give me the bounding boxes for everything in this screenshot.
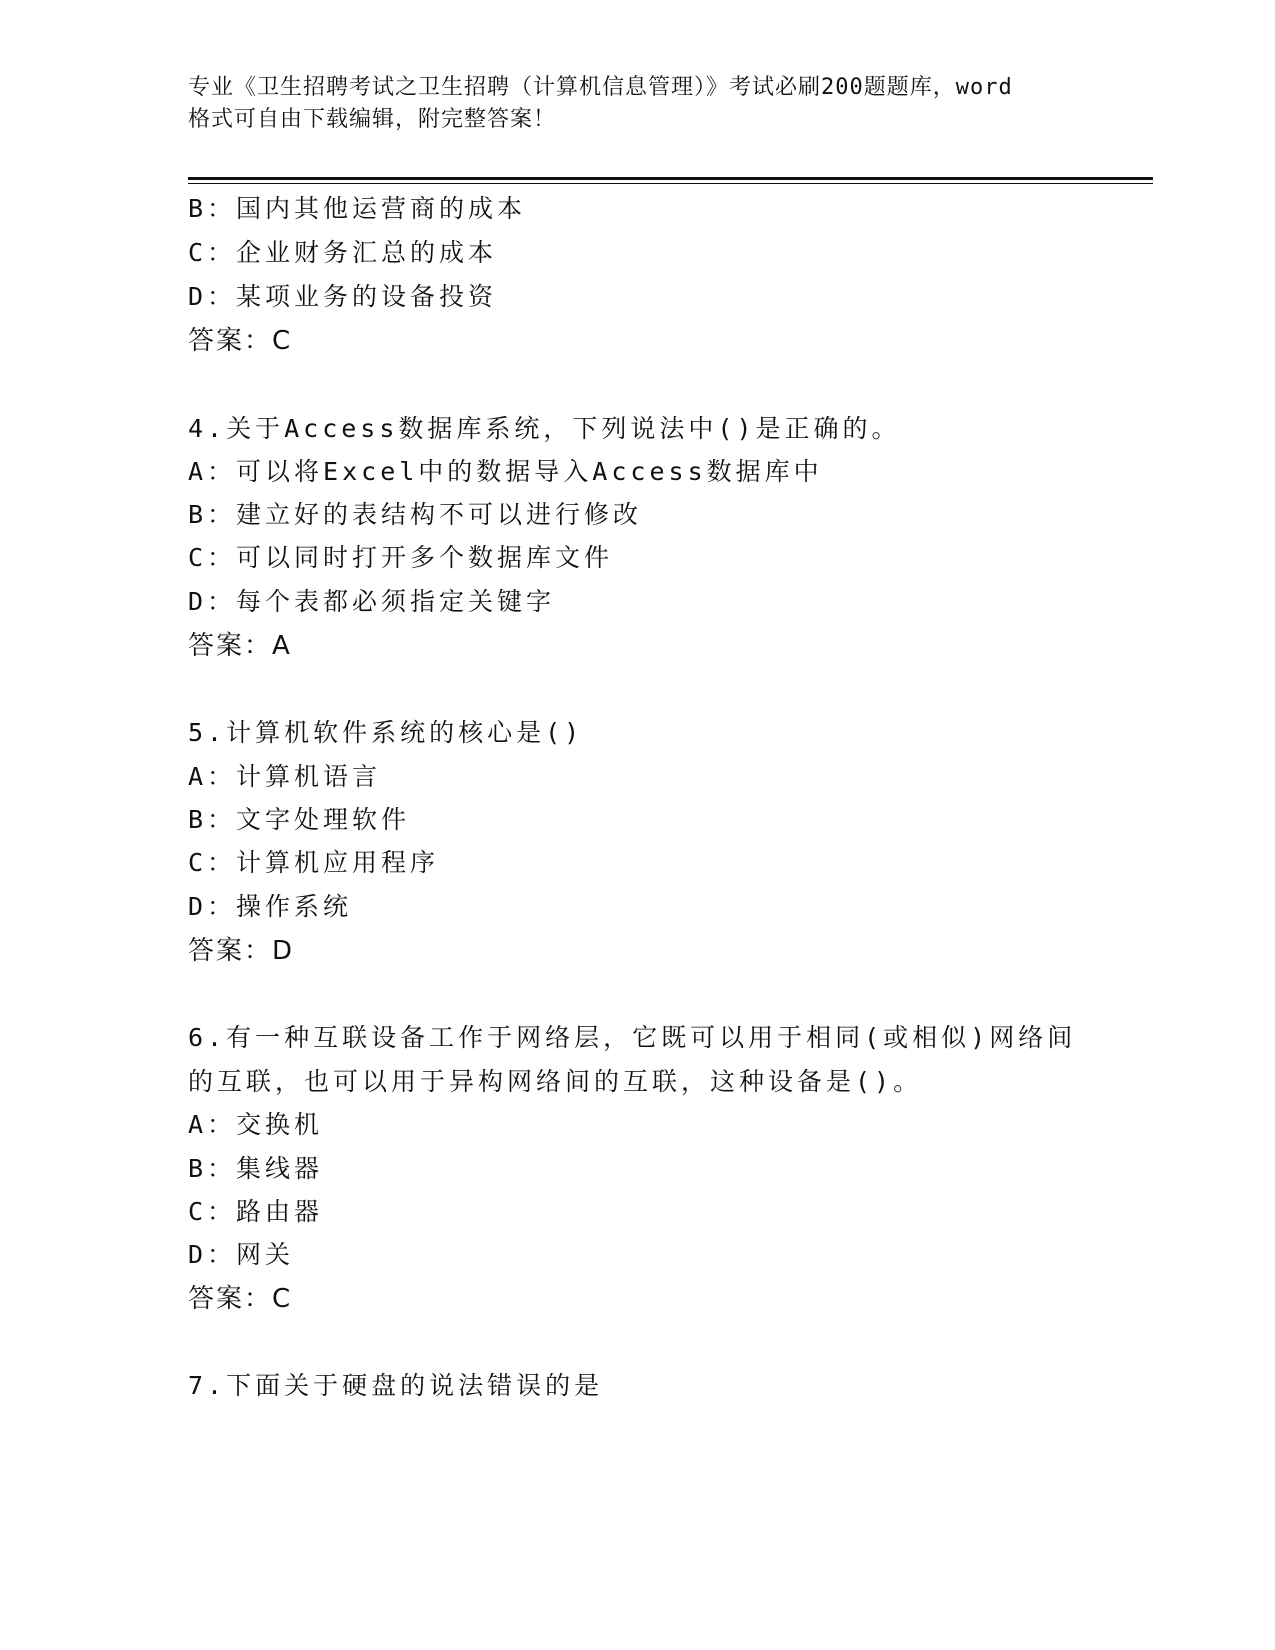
q5-option-a: A：计算机语言 xyxy=(188,762,382,791)
q6-question-line-2: 的互联，也可以用于异构网络间的互联，这种设备是()。 xyxy=(188,1067,923,1096)
q6-option-b: B：集线器 xyxy=(188,1154,324,1183)
q4-question: 4.关于Access数据库系统，下列说法中()是正确的。 xyxy=(188,414,901,443)
q6-option-c: C：路由器 xyxy=(188,1197,324,1226)
q6-answer: 答案：C xyxy=(188,1284,293,1314)
q3-answer: 答案：C xyxy=(188,326,293,356)
q6-question-line-1: 6.有一种互联设备工作于网络层，它既可以用于相同(或相似)网络间 xyxy=(188,1023,1077,1052)
q4-option-c: C：可以同时打开多个数据库文件 xyxy=(188,543,614,572)
q4-option-b: B：建立好的表结构不可以进行修改 xyxy=(188,500,643,529)
header-title-line-2: 格式可自由下载编辑，附完整答案！ xyxy=(188,107,557,132)
q5-question: 5.计算机软件系统的核心是() xyxy=(188,718,584,747)
q4-option-d: D：每个表都必须指定关键字 xyxy=(188,587,556,616)
header-divider-thin xyxy=(188,183,1153,184)
q5-option-c: C：计算机应用程序 xyxy=(188,848,440,877)
header-divider-thick xyxy=(188,177,1153,180)
q3-option-d: D：某项业务的设备投资 xyxy=(188,282,498,311)
q5-option-d: D：操作系统 xyxy=(188,892,353,921)
header-title-line-1: 专业《卫生招聘考试之卫生招聘（计算机信息管理）》考试必刷200题题库，word xyxy=(188,75,1013,100)
q5-option-b: B：文字处理软件 xyxy=(188,805,411,834)
q6-option-d: D：网关 xyxy=(188,1240,295,1269)
q4-answer: 答案：A xyxy=(188,631,292,661)
q4-option-a: A：可以将Excel中的数据导入Access数据库中 xyxy=(188,457,823,486)
q3-option-b: B：国内其他运营商的成本 xyxy=(188,194,527,223)
q3-option-c: C：企业财务汇总的成本 xyxy=(188,238,498,267)
q6-option-a: A：交换机 xyxy=(188,1110,324,1139)
q7-question: 7.下面关于硬盘的说法错误的是 xyxy=(188,1371,604,1400)
q5-answer: 答案：D xyxy=(188,936,295,966)
document-header xyxy=(188,72,1088,136)
